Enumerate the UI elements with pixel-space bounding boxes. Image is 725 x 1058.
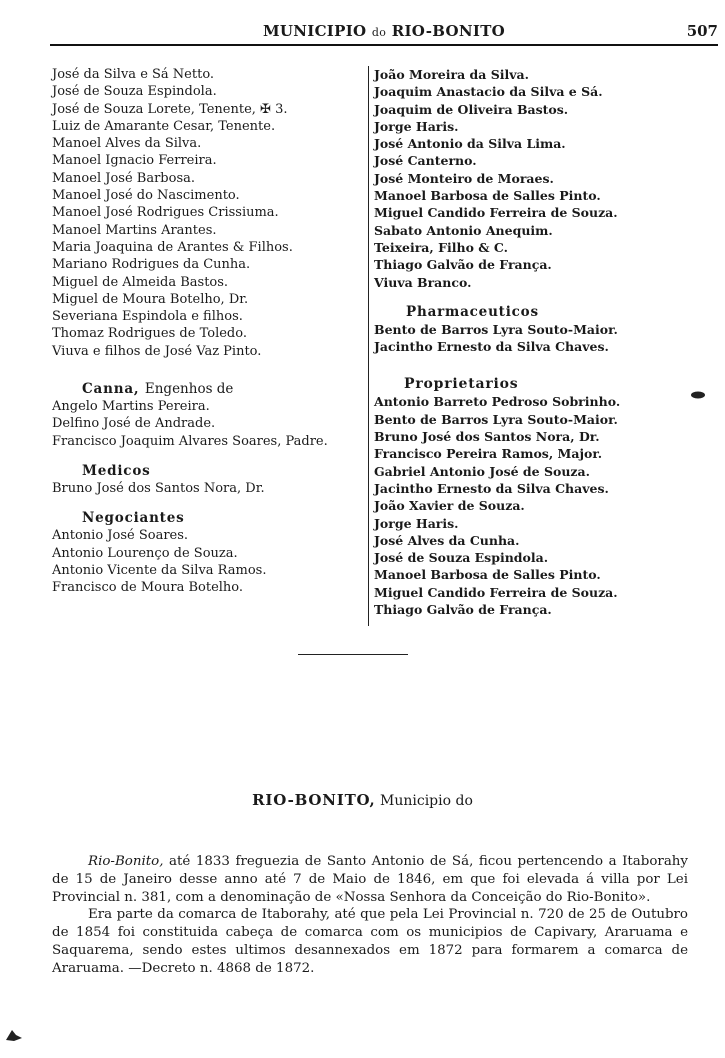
list-item: Miguel Candido Ferreira de Souza. — [374, 205, 618, 221]
list-item: Bruno José dos Santos Nora, Dr. — [52, 480, 265, 496]
list-item: Delfino José de Andrade. — [52, 416, 216, 432]
section-rule — [298, 654, 408, 655]
list-item: Thiago Galvão de França. — [374, 257, 552, 273]
paragraph-1: Rio-Bonito, até 1833 freguezia de Santo Antonio de Sá, ficou pertencendo a Itaborahy de 15 de Janeiro desse anno até 7 de Maio de 1846, em que foi elevada á villa por Lei Provincial n. 381, com a denominação de «Nossa Senhora da Conceição do Rio-Bonito». — [52, 854, 689, 905]
list-item: Severiana Espindola e filhos. — [52, 309, 243, 325]
list-item: Thomaz Rodrigues de Toledo. — [52, 326, 247, 342]
list-item: Viuva e filhos de José Vaz Pinto. — [52, 343, 262, 359]
negociantes-list — [52, 527, 364, 596]
list-item: José de Souza Lorete, Tenente, ✠ 3. — [52, 101, 288, 117]
list-item: Jacintho Ernesto da Silva Chaves. — [374, 339, 609, 355]
canna-list — [52, 398, 364, 450]
list-item: Antonio Vicente da Silva Ramos. — [52, 562, 267, 578]
list-item: Miguel de Moura Botelho, Dr. — [52, 291, 249, 307]
page-number: 507 — [686, 22, 718, 40]
list-item: Joaquim Anastacio da Silva e Sá. — [374, 84, 603, 100]
heading-medicos: Medicos — [82, 462, 151, 479]
list-item: Bento de Barros Lyra Souto-Maior. — [374, 321, 618, 337]
list-item: Manoel Martins Arantes. — [52, 222, 217, 238]
list-item: Manoel Ignacio Ferreira. — [52, 153, 217, 169]
list-item: Manoel Alves da Silva. — [52, 136, 202, 152]
list-item: Angelo Martins Pereira. — [52, 399, 210, 415]
proprietarios-list — [374, 393, 674, 618]
section-title: RIO-BONITO, Municipio do — [252, 791, 473, 809]
heading-proprietarios: Proprietarios — [404, 376, 519, 393]
section-body — [52, 853, 688, 978]
list-item: José Canterno. — [374, 153, 477, 169]
list-item: Francisco Joaquim Alvares Soares, Padre. — [52, 433, 328, 449]
directory-columns — [52, 66, 687, 626]
list-item: José Monteiro de Moraes. — [374, 170, 554, 186]
list-item: Antonio José Soares. — [52, 528, 189, 544]
list-item: Manoel Barbosa de Salles Pinto. — [374, 188, 601, 204]
running-title: MUNICIPIO do RIO-BONITO — [262, 22, 506, 40]
list-item: Miguel de Almeida Bastos. — [52, 274, 229, 290]
right-column — [374, 66, 674, 618]
list-item: Viuva Branco. — [374, 274, 472, 290]
list-item: Luiz de Amarante Cesar, Tenente. — [52, 118, 276, 134]
list-item: Miguel Candido Ferreira de Souza. — [374, 584, 618, 600]
list-item: Bruno José dos Santos Nora, Dr. — [374, 429, 600, 445]
left-column — [52, 66, 364, 596]
heading-negociantes: Negociantes — [82, 510, 185, 527]
pharmaceuticos-list — [374, 321, 674, 356]
list-item: José de Souza Espindola. — [374, 550, 549, 566]
list-item: Thiago Galvão de França. — [374, 602, 552, 618]
list-item: Manoel José do Nascimento. — [52, 188, 240, 204]
heading-canna: Canna, Engenhos de — [82, 381, 234, 398]
list-item: Jorge Haris. — [374, 515, 459, 531]
list-item: Teixeira, Filho & C. — [374, 239, 508, 255]
list-item: José Antonio da Silva Lima. — [374, 136, 566, 152]
list-item: Maria Joaquina de Arantes & Filhos. — [52, 239, 293, 255]
ink-blot-mark — [690, 390, 706, 400]
list-item: Francisco de Moura Botelho. — [52, 580, 244, 596]
list-item: José Alves da Cunha. — [374, 532, 520, 548]
right-names-list — [374, 66, 674, 291]
list-item: José da Silva e Sá Netto. — [52, 67, 215, 82]
list-item: Antonio Barreto Pedroso Sobrinho. — [374, 394, 621, 410]
list-item: Mariano Rodrigues da Cunha. — [52, 257, 251, 273]
left-names-list — [52, 66, 364, 360]
list-item: Joaquim de Oliveira Bastos. — [374, 101, 569, 117]
list-item: Manoel Barbosa de Salles Pinto. — [374, 567, 601, 583]
medicos-list — [52, 480, 364, 497]
list-item: José de Souza Espindola. — [52, 84, 217, 100]
heading-pharmaceuticos: Pharmaceuticos — [406, 303, 539, 320]
list-item: Gabriel Antonio José de Souza. — [374, 463, 590, 479]
list-item: Bento de Barros Lyra Souto-Maior. — [374, 411, 618, 427]
list-item: Francisco Pereira Ramos, Major. — [374, 446, 603, 462]
list-item: Manoel José Rodrigues Crissiuma. — [52, 205, 279, 221]
list-item: João Moreira da Silva. — [374, 67, 529, 82]
paragraph-2: Era parte da comarca de Itaborahy, até que pela Lei Provincial n. 720 de 25 de Outubro de 1854 foi constituida cabeça de comarca com os municipios de Capivary, Araruama e Saquarema, sendo estes ultimos desannexados em 1872 para formarem a comarca de Araruama. —Decreto n. 4868 de 1872. — [52, 907, 688, 976]
list-item: Jacintho Ernesto da Silva Chaves. — [374, 480, 609, 496]
page-header — [50, 14, 718, 46]
list-item: João Xavier de Souza. — [374, 498, 525, 514]
list-item: Sabato Antonio Anequim. — [374, 222, 553, 238]
column-divider — [368, 66, 369, 626]
list-item: Antonio Lourenço de Souza. — [52, 545, 238, 561]
list-item: Jorge Haris. — [374, 118, 459, 134]
ink-blot-mark — [4, 1026, 24, 1042]
list-item: Manoel José Barbosa. — [52, 170, 195, 186]
